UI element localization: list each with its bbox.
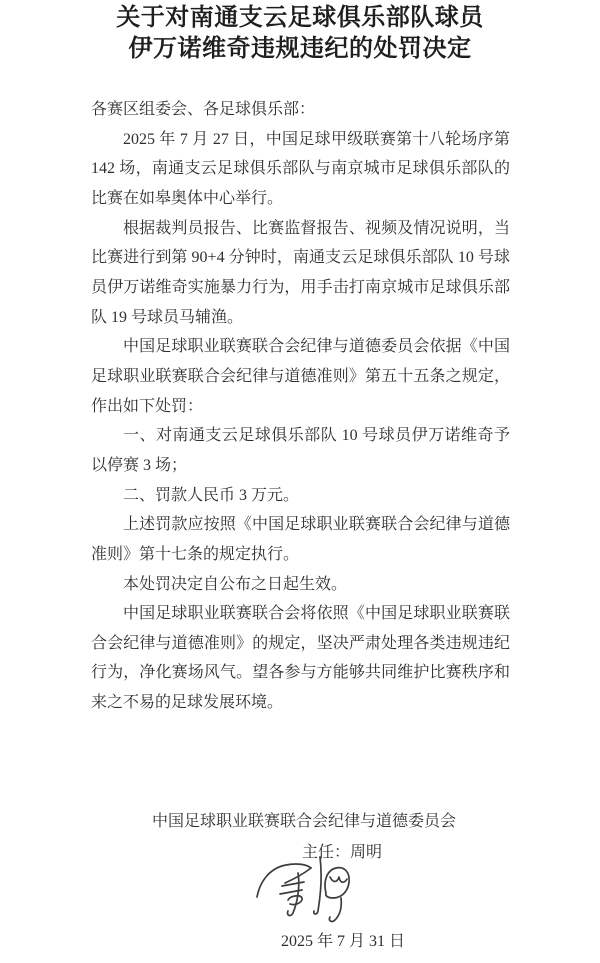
director-label: 主任：	[301, 844, 350, 861]
paragraph: 根据裁判员报告、比赛监督报告、视频及情况说明，当比赛进行到第 90+4 分钟时，南通支云足球俱乐部队 10 号球员伊万诺维奇实施暴力行为，用手击打南京城市足球俱乐部队 19 号球员马辅渔。	[91, 219, 510, 326]
paragraph: 上述罚款应按照《中国足球职业联赛联合会纪律与道德准则》第十七条的规定执行。	[91, 516, 510, 563]
signoff-organization: 中国足球职业联赛联合会纪律与道德委员会	[151, 813, 456, 830]
paragraph-penalty-item-2: 二、罚款人民币 3 万元。	[123, 486, 300, 504]
signoff-date: 2025 年 7 月 31 日	[280, 933, 405, 950]
paragraph-penalty-item-1: 一、对南通支云足球俱乐部队 10 号球员伊万诺维奇予以停赛 3 场；	[91, 427, 510, 474]
paragraph: 中国足球职业联赛联合会纪律与道德委员会依据《中国足球职业联赛联合会纪律与道德准则》第五十五条之规定，作出如下处罚：	[91, 338, 510, 415]
document-title-line1: 关于对南通支云足球俱乐部队球员	[116, 5, 484, 31]
paragraph: 中国足球职业联赛联合会将依照《中国足球职业联赛联合会纪律与道德准则》的规定，坚决严肃处理各类违规违纪行为，净化赛场风气。望各参与方能够共同维护比赛秩序和来之不易的足球发展环境。	[91, 605, 510, 712]
director-name: 周明	[350, 844, 383, 861]
paragraph: 本处罚决定自公布之日起生效。	[123, 575, 348, 593]
salutation: 各赛区组委会、各足球俱乐部：	[91, 101, 316, 118]
document-body	[91, 95, 510, 718]
document-title-line2: 伊万诺维奇违规违纪的处罚决定	[128, 36, 472, 62]
handwritten-signature-icon	[252, 855, 352, 925]
paragraph: 2025 年 7 月 27 日，中国足球甲级联赛第十八轮场序第 142 场，南通支云足球俱乐部队与南京城市足球俱乐部队的比赛在如皋奥体中心举行。	[91, 130, 510, 207]
document-title	[0, 3, 600, 65]
